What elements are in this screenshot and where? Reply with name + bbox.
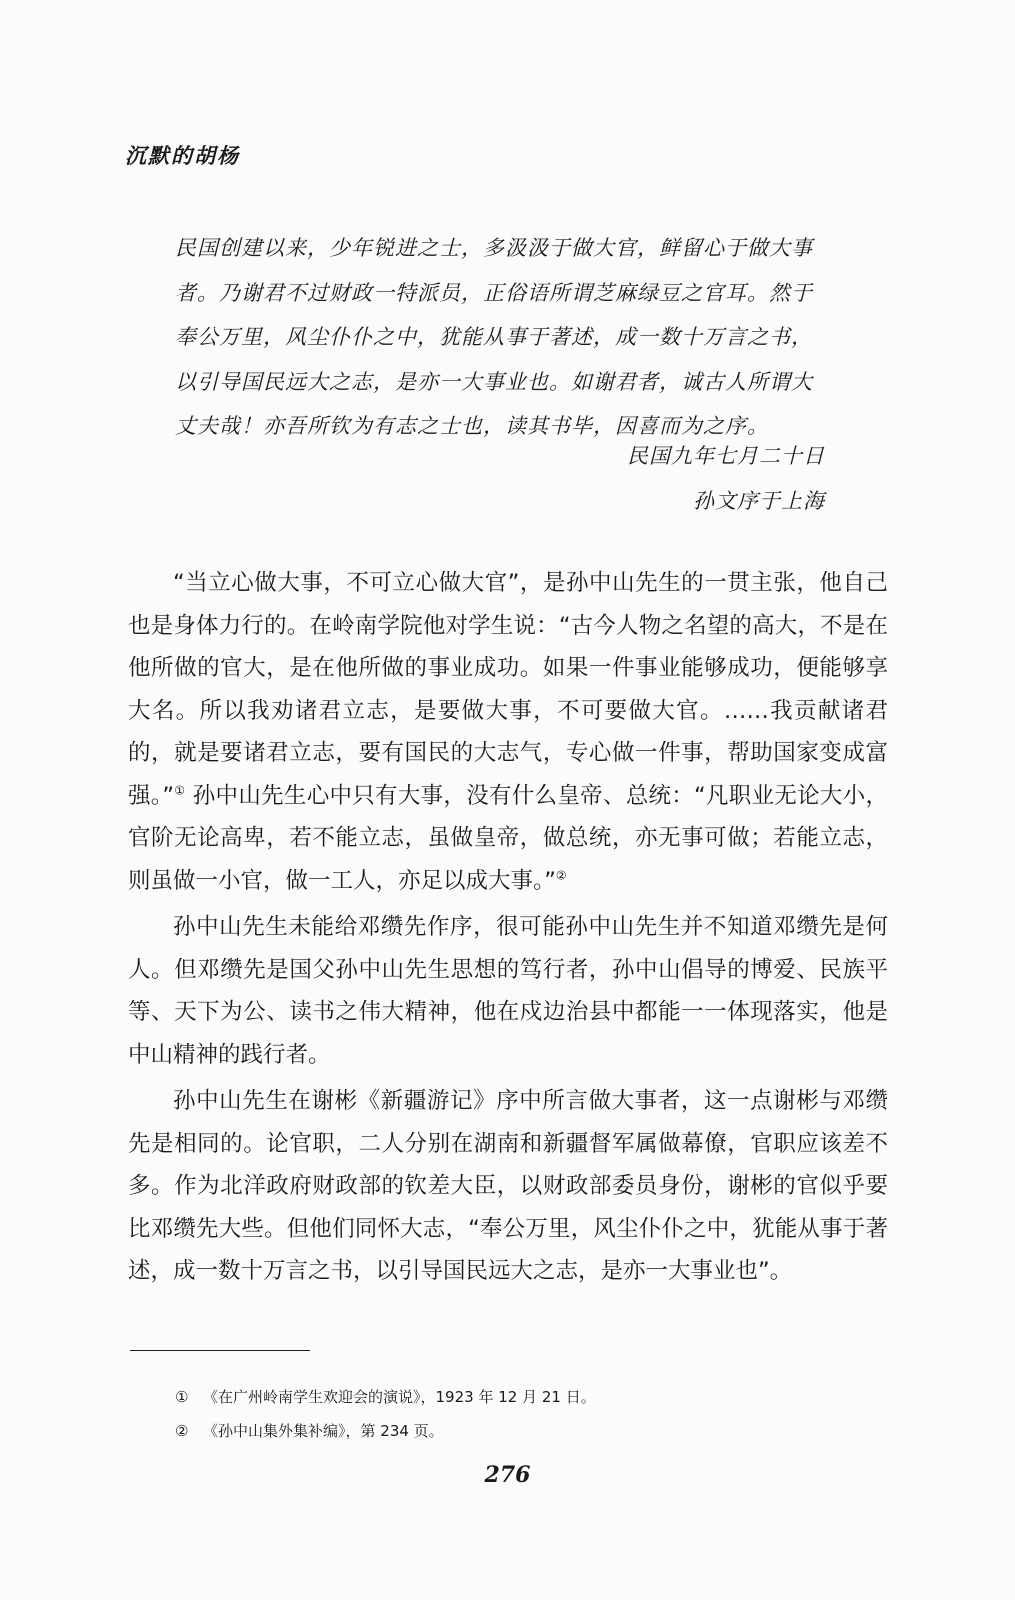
quote-author: 孙文序于上海: [693, 489, 825, 513]
body-text: [128, 562, 888, 1297]
quoted-preface: [175, 226, 895, 449]
running-head: 沉默的胡杨: [125, 143, 240, 168]
quote-line: 丈夫哉！亦吾所钦为有志之士也，读其书毕，因喜而为之序。: [175, 414, 769, 438]
quote-line: 奉公万里，风尘仆仆之中，犹能从事于著述，成一数十万言之书，: [175, 325, 813, 349]
footnote-item: [175, 1380, 895, 1414]
footnote-ref-2[interactable]: ②: [555, 868, 567, 882]
paragraph-2: 孙中山先生未能给邓缵先作序，很可能孙中山先生并不知道邓缵先是何人。但邓缵先是国父孙中山先生思想的笃行者，孙中山倡导的博爱、民族平等、天下为公、读书之伟大精神，他在戍边治县中都能一一体现落实，他是中山精神的践行者。: [128, 914, 888, 1068]
paragraph-1-part-a: “当立心做大事，不可立心做大官”，是孙中山先生的一贯主张，他自己也是身体力行的。在岭南学院他对学生说：“古今人物之名望的高大，不是在他所做的官大，是在他所做的事业成功。如果一件事业能够成功，便能够享大名。所以我劝诸君立志，是要做大事，不可要做大官。……我贡献诸君的，就是要诸君立志，要有国民的大志气，专心做一件事，帮助国家变成富强。”: [128, 570, 888, 809]
footnote-text: 《孙中山集外集补编》，第 234 页。: [203, 1422, 444, 1440]
paragraph-1-part-b: 孙中山先生心中只有大事，没有什么皇帝、总统：“凡职业无论大小，官阶无论高卑，若不能立志，虽做皇帝，做总统，亦无事可做；若能立志，则虽做一小官，做一工人，亦足以成大事。”: [128, 782, 888, 894]
footnote-ref-1[interactable]: ①: [173, 783, 186, 797]
quote-line: 民国创建以来，少年锐进之士，多汲汲于做大官，鲜留心于做大事: [175, 236, 813, 260]
footnote-divider: [130, 1350, 310, 1351]
paragraph-1: [128, 562, 888, 902]
quote-line: 者。乃谢君不过财政一特派员，正俗语所谓芝麻绿豆之官耳。然于: [175, 280, 813, 305]
footnote-item: [175, 1414, 895, 1448]
footnote-mark: ②: [175, 1422, 189, 1440]
quote-date: 民国九年七月二十日: [627, 444, 825, 468]
footnote-mark: ①: [175, 1388, 189, 1406]
footnotes: [175, 1380, 895, 1448]
quote-line: 以引导国民远大之志，是亦一大事业也。如谢君者，诚古人所谓大: [175, 369, 813, 394]
page-number: 276: [484, 1462, 531, 1488]
footnote-text: 《在广州岭南学生欢迎会的演说》，1923 年 12 月 21 日。: [203, 1388, 596, 1406]
paragraph-3: 孙中山先生在谢彬《新疆游记》序中所言做大事者，这一点谢彬与邓缵先是相同的。论官职，二人分别在湖南和新疆督军属做幕僚，官职应该差不多。作为北洋政府财政部的钦差大臣，以财政部委员身份，谢彬的官似乎要比邓缵先大些。但他们同怀大志，“奉公万里，风尘仆仆之中，犹能从事于著述，成一数十万言之书，以引导国民远大之志，是亦一大事业也”。: [128, 1088, 888, 1284]
